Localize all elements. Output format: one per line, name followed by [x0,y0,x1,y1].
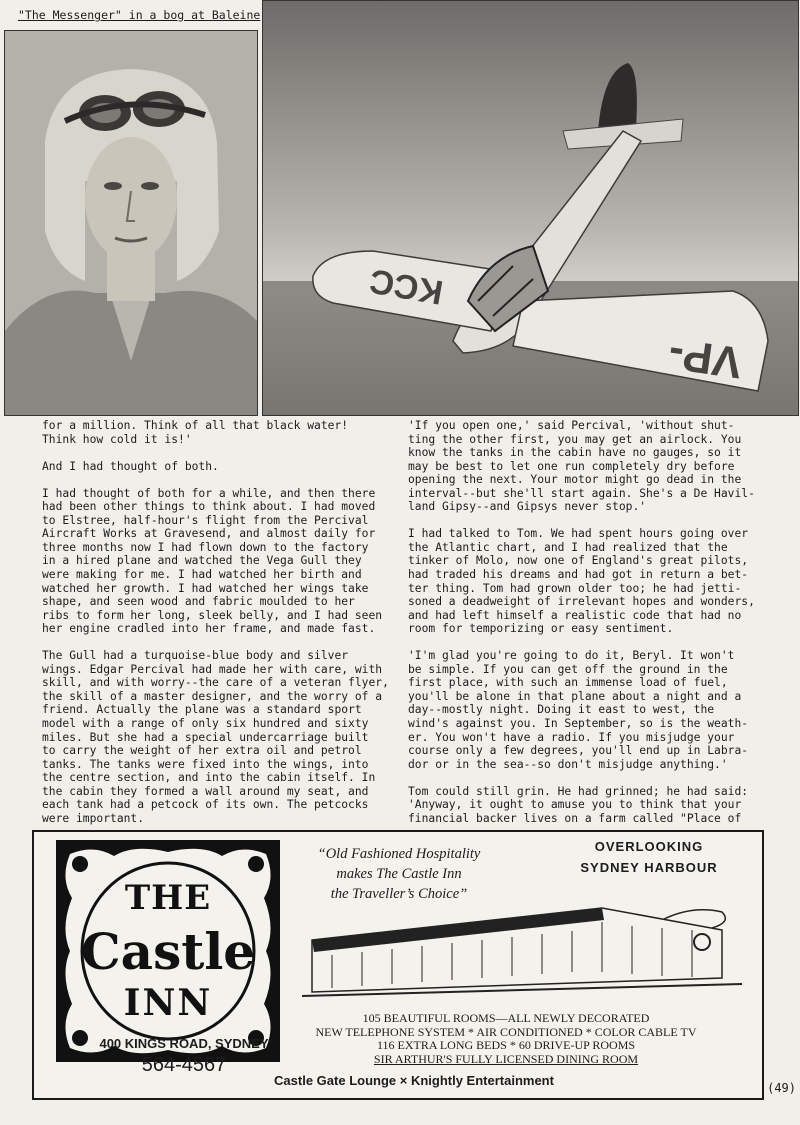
paragraph: 'If you open one,' said Percival, 'without shut- ting the other first, you may get an airlock. You know the tanks in the cabin have no gauges, so it may be best to let one run completely dry before opening the next. Your motor might go dead in the interval--but she'll start again. She's a De Havil- land Gipsy--and Gipsys never stop.' [408,419,755,514]
castle-inn-logo [54,838,282,1064]
logo-inn: INN [123,982,213,1024]
overlooking-line: SYDNEY HARBOUR [580,860,718,875]
left-text-column [42,419,397,825]
feature-line: NEW TELEPHONE SYSTEM * AIR CONDITIONED * COLOR CABLE TV [315,1024,697,1039]
feature-line: 116 EXTRA LONG BEDS * 60 DRIVE-UP ROOMS [376,1038,636,1052]
slogan-line: “Old Fashioned Hospitality [317,846,481,862]
feature-line: SIR ARTHUR'S FULLY LICENSED DINING ROOM [373,1051,639,1066]
paragraph: I had thought of both for a while, and then there had been other things to think about. I had moved to Elstree, half-hour's flight from the Percival Aircraft Works at Gravesend, and almost daily for three months now I had flown down to the factory in a hired plane and watched the Vega Gull they were making for me. I had watched her birth and watched her growth. I had watched her wings take shape, and seen wood and fabric moulded to her ribs to form her long, sleek belly, and I had seen her engine cradled into her frame, and made fast. [42,486,383,636]
logo-castle: Castle [80,922,256,981]
svg-text:VP-: VP- [665,328,745,388]
paragraph: for a million. Think of all that black water! Think how cold it is!' [42,419,349,446]
overlooking-heading [554,836,744,878]
paragraph: And I had thought of both. [42,459,219,473]
feature-line: 105 BEAUTIFUL ROOMS—ALL NEWLY DECORATED [362,1011,650,1025]
features-list [296,1012,716,1066]
slogan-line: the Traveller’s Choice” [330,886,468,902]
castle-inn-advertisement [32,830,764,1100]
inn-building-illustration [302,900,742,1000]
overlooking-line: OVERLOOKING [594,839,704,854]
paragraph: Tom could still grin. He had grinned; he had said: 'Anyway, it ought to amuse you to think that your financial backer lives on a farm called "Place of [408,784,749,825]
paragraph: 'I'm glad you're going to do it, Beryl. It won't be simple. If you can get off the ground in the first place, with such an immense load of fuel, you'll be alone in that plane about a night and a day--mostly night. Doing it east to west, the wind's against you. In September, so is the weath- er. You won't have a radio. If you misjudge your course only a few degrees, you'll end up in Labra- dor or in the sea--so don't misjudge anything.' [408,649,749,771]
svg-text:KCC: KCC [366,261,446,312]
slogan-line: makes The Castle Inn [336,866,462,882]
paragraph: I had talked to Tom. We had spent hours going over the Atlantic chart, and I had realized that the tinker of Molo, now one of England's great pilots, had traded his dreams and had got in return a bet- ter thing. Tom had grown older too; he had jetti- soned a deadweight of irrelevant hopes and wonders, and had left himself a realistic code that had no room for temporizing or easy sentiment. [408,527,755,636]
ad-footer: Castle Gate Lounge × Knightly Entertainment [274,1073,554,1088]
logo-the: THE [124,878,212,918]
portrait-photo [4,30,258,416]
right-text-column [408,419,798,825]
crashed-plane-photo [262,0,799,416]
photo-caption: "The Messenger" in a bog at Baleine [18,8,261,22]
page-number: (49) [767,1081,796,1095]
inn-phone: 564-4567 [141,1054,227,1076]
slogan [304,844,494,904]
paragraph: The Gull had a turquoise-blue body and silver wings. Edgar Percival had made her with care, with skill, and with worry--the care of a veteran flyer, the skill of a master designer, and the worry of a friend. Actually the plane was a standard sport model with a range of only six hundred and sixty miles. But she had a special undercarriage built to carry the weight of her extra oil and petrol tanks. The tanks were fixed into the wings, into the centre section, and into the cabin itself. In the cabin they formed a wall around my seat, and each tank had a petcock of its own. The petcocks were important. [42,649,389,825]
inn-address: 400 KINGS ROAD, SYDNEY [99,1036,269,1051]
